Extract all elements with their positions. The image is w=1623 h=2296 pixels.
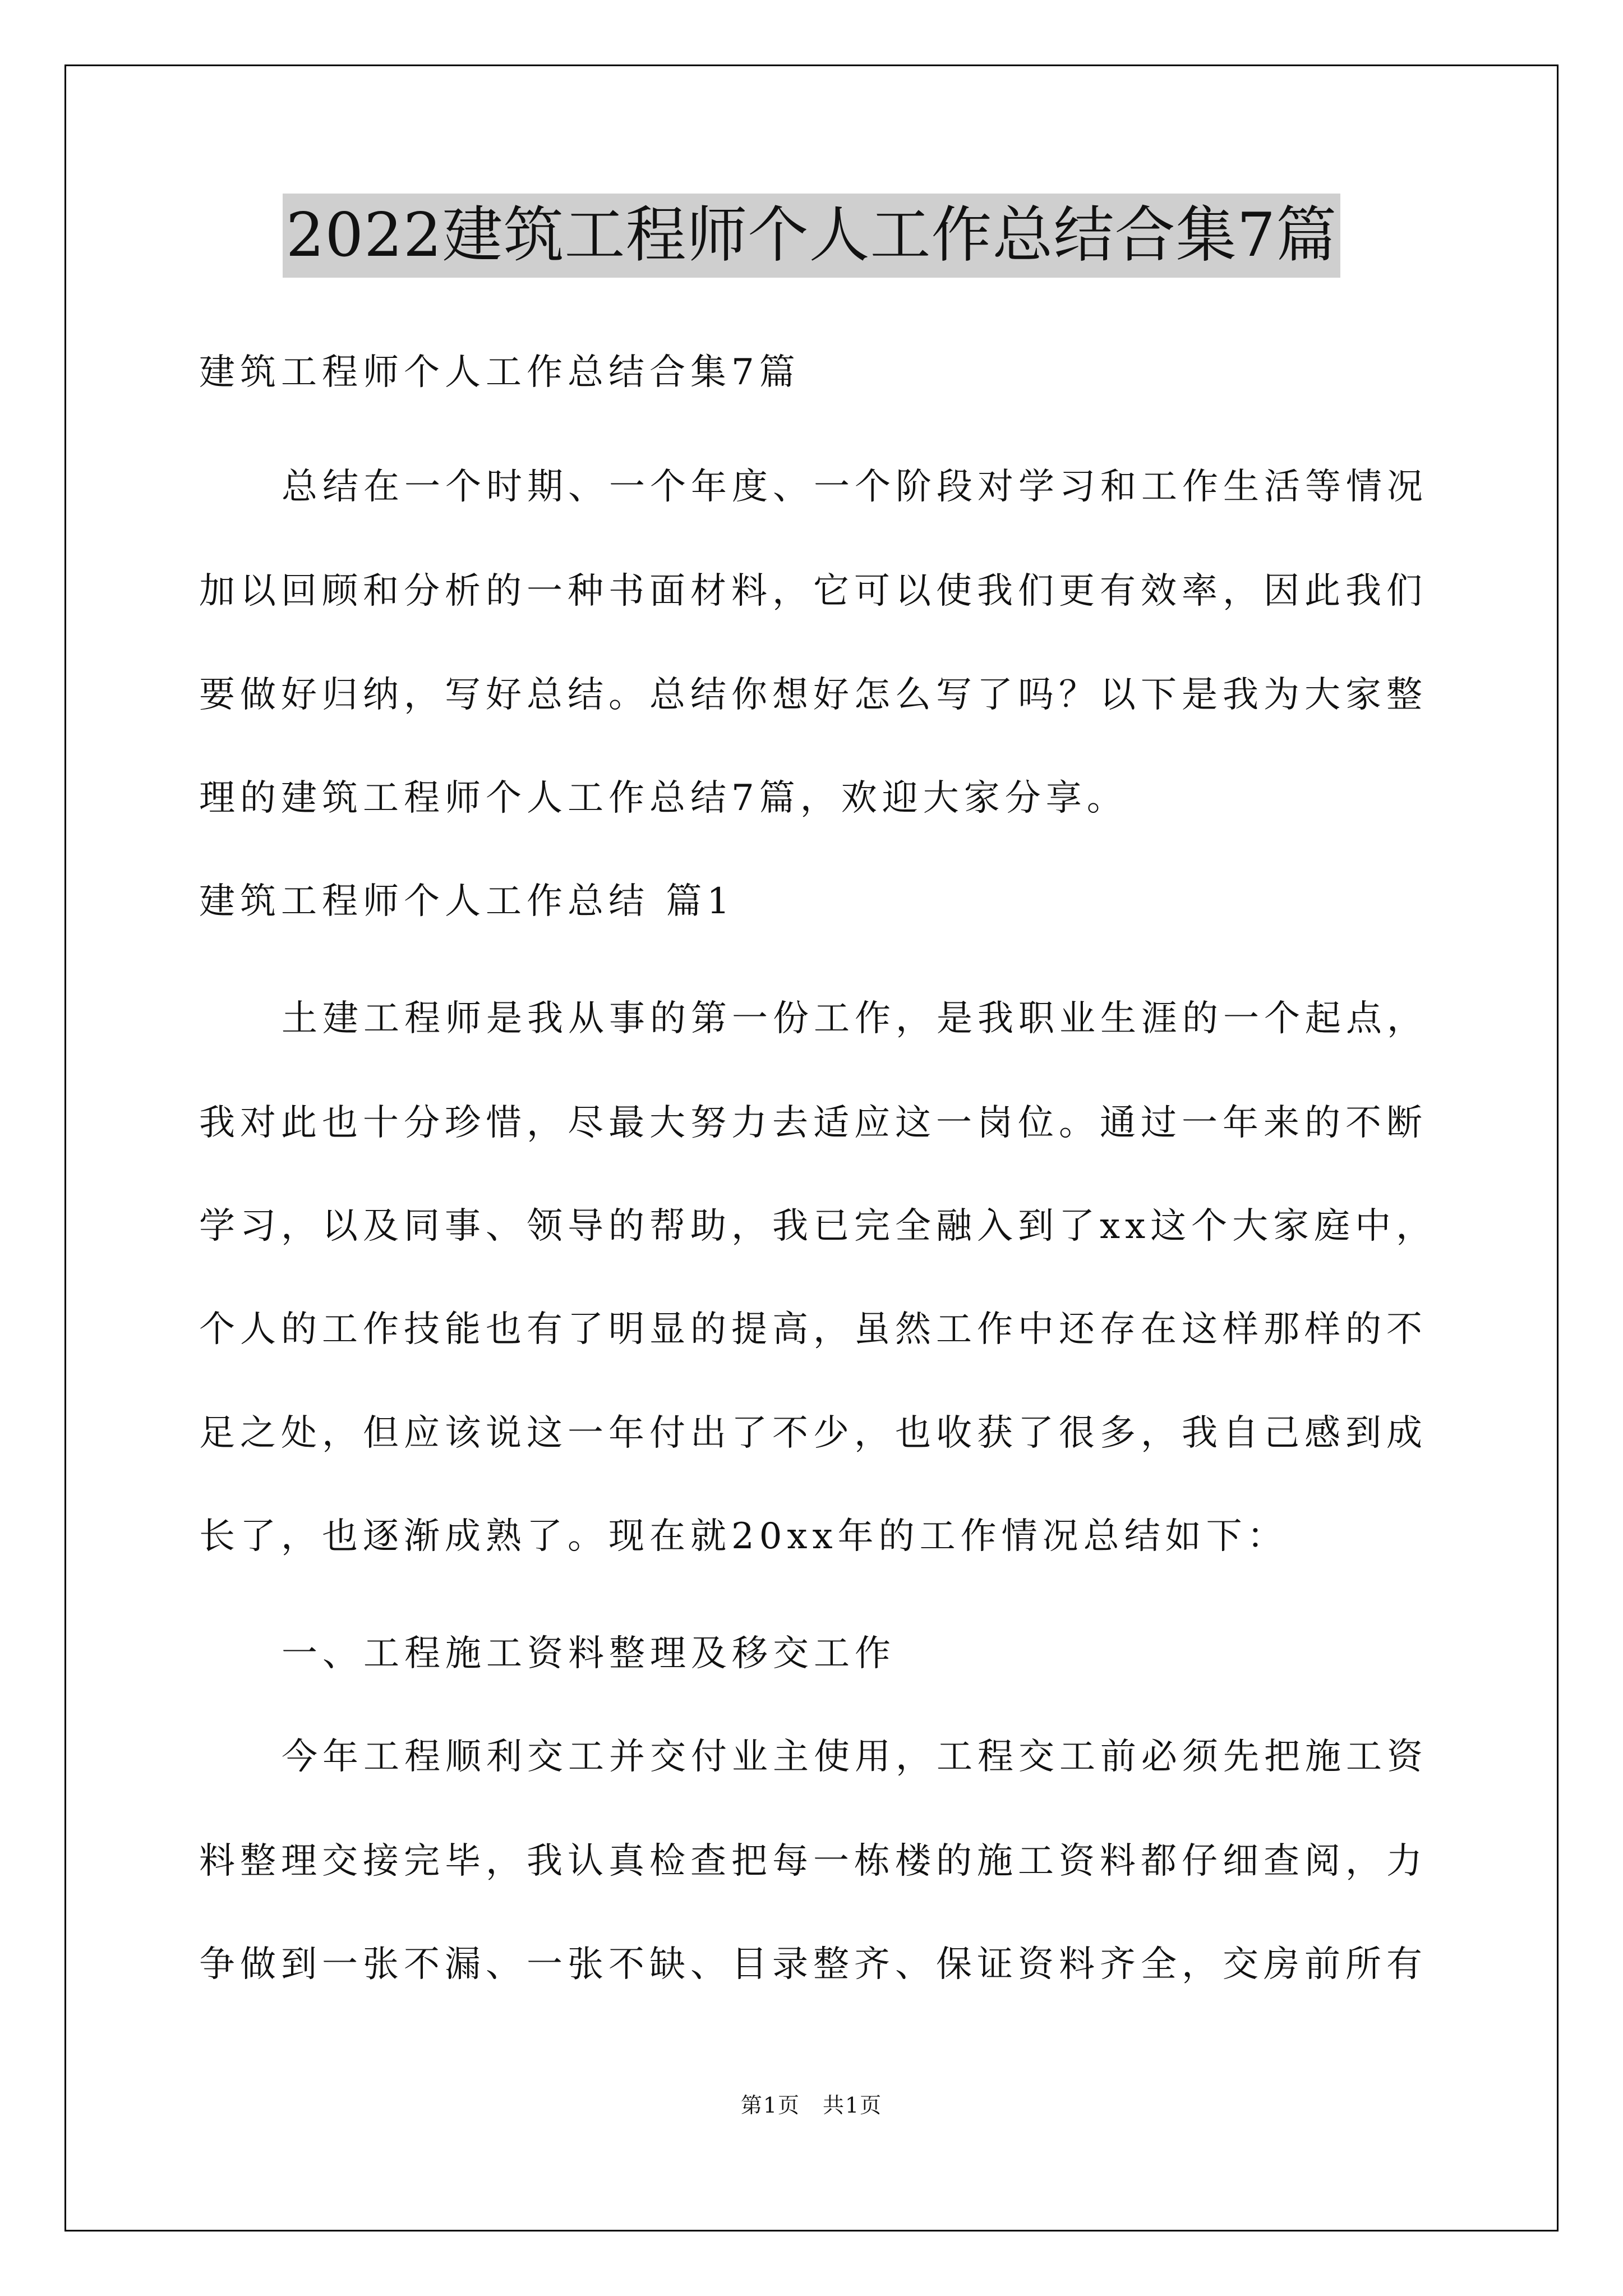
document-title: 2022建筑工程师个人工作总结合集7篇 bbox=[283, 194, 1341, 278]
section-heading: 建筑工程师个人工作总结 篇1 bbox=[199, 881, 735, 922]
title-container bbox=[0, 194, 1623, 278]
page-number-footer: 第1页 共1页 bbox=[740, 2093, 883, 2118]
paragraph-line: 我对此也十分珍惜，尽最大努力去适应这一岗位。通过一年来的不断 bbox=[199, 1102, 1427, 1144]
paragraph-line: 土建工程师是我从事的第一份工作，是我职业生涯的一个起点， bbox=[282, 998, 1428, 1039]
paragraph-line: 加以回顾和分析的一种书面材料，它可以使我们更有效率，因此我们 bbox=[199, 570, 1427, 612]
paragraph-line: 今年工程顺利交工并交付业主使用，工程交工前必须先把施工资 bbox=[282, 1736, 1428, 1778]
paragraph-line: 长了，也逐渐成熟了。现在就20xx年的工作情况总结如下： bbox=[199, 1516, 1288, 1557]
paragraph-line: 学习，以及同事、领导的帮助，我已完全融入到了xx这个大家庭中， bbox=[199, 1205, 1437, 1247]
paragraph-line: 总结在一个时期、一个年度、一个阶段对学习和工作生活等情况 bbox=[282, 466, 1428, 508]
paragraph-line: 要做好归纳，写好总结。总结你想好怎么写了吗？以下是我为大家整 bbox=[199, 674, 1427, 716]
subtitle-line: 建筑工程师个人工作总结合集7篇 bbox=[199, 352, 800, 393]
paragraph-line: 足之处，但应该说这一年付出了不少，也收获了很多，我自己感到成 bbox=[199, 1412, 1427, 1454]
paragraph-line: 个人的工作技能也有了明显的提高，虽然工作中还存在这样那样的不 bbox=[199, 1309, 1427, 1350]
subsection-heading: 一、工程施工资料整理及移交工作 bbox=[282, 1633, 896, 1674]
paragraph-line: 理的建筑工程师个人工作总结7篇，欢迎大家分享。 bbox=[199, 777, 1128, 819]
paragraph-line: 争做到一张不漏、一张不缺、目录整齐、保证资料齐全，交房前所有 bbox=[199, 1944, 1427, 1985]
paragraph-line: 料整理交接完毕，我认真检查把每一栋楼的施工资料都仔细查阅，力 bbox=[199, 1841, 1427, 1882]
